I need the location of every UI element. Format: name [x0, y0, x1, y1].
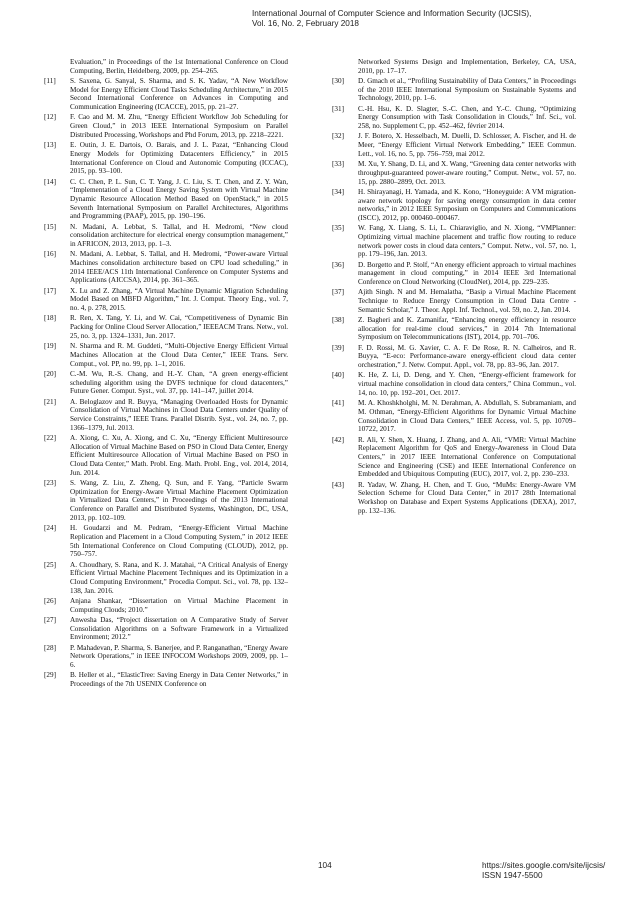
- references-right-column: [332, 58, 576, 517]
- reference-text: S. Saxena, G. Sanyal, S. Sharma, and S. K. Yadav, “A New Workflow Model for Energy Efficient Cloud Tasks Scheduling Architecture,” in 2015 Second International Conference on Advances in Computing and Communication Engineering (ICACCE), 2015, pp. 21–27.: [70, 77, 288, 112]
- reference-item: [44, 370, 288, 396]
- reference-text: R. Ali, Y. Shen, X. Huang, J. Zhang, and A. Ali, “VMR: Virtual Machine Replacement Algorithm for QoS and Energy-Awareness in Cloud Data Centers,” in 2017 IEEE International Conference on Computational Science and Engineering (CSE) and IEEE International Conference on Embedded and Ubiquitous Computing (EUC), 2017, vol. 2, pp. 230–233.: [358, 435, 576, 479]
- reference-continuation: Evaluation,” in Proceedings of the 1st International Conference on Cloud Computing, Berlin, Heidelberg, 2009, pp. 254–265.: [70, 58, 288, 75]
- reference-text: D. Gmach et al., “Profiling Sustainability of Data Centers,” in Proceedings of the 2010 IEEE International Symposium on Sustainable Systems and Technology, 2010, pp. 1–6.: [358, 77, 576, 103]
- reference-text: H. Goudarzi and M. Pedram, “Energy-Efficient Virtual Machine Replication and Placement in a Cloud Computing System,” in 2012 IEEE 5th International Conference on Cloud Computing (CLOUD), 2012, pp. 750–757.: [70, 524, 288, 559]
- reference-item: [332, 436, 576, 480]
- reference-item: [44, 314, 288, 340]
- reference-text: C.-H. Hsu, K. D. Slagter, S.-C. Chen, and Y.-C. Chung, “Optimizing Energy Consumption with Task Consolidation in Clouds,” Inf. Sci., vol. 258, no. Supplement C, pp. 452–462, février 2014.: [358, 104, 576, 131]
- reference-number: [20]: [44, 369, 56, 378]
- reference-number: [36]: [332, 260, 344, 269]
- reference-text: N. Madani, A. Lebbat, S. Tallal, and H. Medromi, “Power-aware Virtual Machines consolidation architecture based on CPU load scheduling,” in 2014 IEEE/ACS 11th International Conference on Computer Systems and Applications (AICCSA), 2014, pp. 361–365.: [70, 250, 288, 285]
- reference-item: [44, 616, 288, 642]
- reference-item: [44, 479, 288, 523]
- issn-label: ISSN 1947-5500: [482, 871, 543, 881]
- reference-number: [42]: [332, 435, 344, 444]
- reference-text: E. Outin, J. E. Dartois, O. Barais, and J. L. Pazat, “Enhancing Cloud Energy Models for Optimizing Datacenters Efficiency,” in 2015 International Conference on Cloud and Autonomic Computing (ICCAC), 2015, pp. 93–100.: [70, 141, 288, 176]
- reference-text: M. Xu, Y. Shang, D. Li, and X. Wang, “Greening data center networks with throughput-guaranteed power-aware routing,” Comput. Netw., vol. 57, no. 15, pp. 2880–2899, Oct. 2013.: [358, 160, 576, 186]
- reference-number: [22]: [44, 433, 56, 442]
- references-left-column: [44, 58, 288, 690]
- reference-text: N. Sharma and R. M. Guddeti, “Multi-Objective Energy Efficient Virtual Machines Allocation at the Cloud Data Center,” IEEE Trans. Serv. Comput., vol. PP, no. 99, pp. 1–1, 2016.: [70, 342, 288, 368]
- reference-text: P. Mahadevan, P. Sharma, S. Banerjee, and P. Ranganathan, “Energy Aware Network Operations,” in IEEE INFOCOM Workshops 2009, 2009, pp. 1–6.: [70, 643, 288, 670]
- reference-text: C.-M. Wu, R.-S. Chang, and H.-Y. Chan, “A green energy-efficient scheduling algorithm using the DVFS technique for cloud datacenters,” Future Gener. Comput. Syst., vol. 37, pp. 141–147, juillet 2014.: [70, 369, 288, 396]
- reference-number: [26]: [44, 596, 56, 605]
- reference-number: [37]: [332, 288, 344, 297]
- reference-text: A. Xiong, C. Xu, A. Xiong, and C. Xu, “Energy Efficient Multiresource Allocation of Virtual Machine Based on PSO in Cloud Data Center, Energy Efficient Multiresource Allocation of Virtual Machine Based on PSO in Cloud Data Center,” Math. Probl. Eng. Math. Probl. Eng., vol. 2014, 2014, Jun. 2014.: [70, 433, 288, 477]
- reference-text: H. Shirayanagi, H. Yamada, and K. Kono, “Honeyguide: A VM migration-aware network topology for saving energy consumption in data center networks,” in 2012 IEEE Symposium on Computers and Communications (ISCC), 2012, pp. 000460–000467.: [358, 187, 576, 222]
- reference-item: [44, 141, 288, 176]
- reference-item: [44, 178, 288, 222]
- reference-item: [332, 316, 576, 342]
- journal-header: [252, 9, 582, 30]
- reference-item: [332, 344, 576, 370]
- reference-number: [16]: [44, 250, 56, 259]
- reference-text: X. Lu and Z. Zhang, “A Virtual Machine Dynamic Migration Scheduling Model Based on MBFD Algorithm,” Int. J. Comput. Theory Eng., vol. 7, no. 4, p. 278, 2015.: [70, 286, 288, 313]
- reference-number: [15]: [44, 222, 56, 231]
- reference-number: [41]: [332, 399, 344, 408]
- reference-item: [332, 399, 576, 434]
- reference-number: [40]: [332, 371, 344, 380]
- reference-number: [29]: [44, 671, 56, 680]
- reference-number: [14]: [44, 177, 56, 186]
- reference-item: [44, 223, 288, 249]
- journal-header-volume: Vol. 16, No. 2, February 2018: [252, 19, 359, 29]
- reference-item: [44, 434, 288, 478]
- reference-number: [17]: [44, 286, 56, 295]
- reference-number: [24]: [44, 524, 56, 533]
- reference-number: [23]: [44, 479, 56, 488]
- reference-text: Z. Bagheri and K. Zamanifar, “Enhancing energy efficiency in resource allocation for real-time cloud services,” in 2014 7th International Symposium on Telecommunications (IST), 2014, pp. 701–706.: [358, 316, 576, 342]
- reference-item: [44, 342, 288, 368]
- reference-number: [25]: [44, 560, 56, 569]
- reference-item: [44, 287, 288, 313]
- reference-number: [30]: [332, 77, 344, 85]
- reference-number: [13]: [44, 141, 56, 150]
- reference-item: [332, 371, 576, 397]
- reference-number: [33]: [332, 160, 344, 169]
- reference-number: [38]: [332, 316, 344, 325]
- reference-item: [44, 644, 288, 670]
- reference-text: C. C. Chen, P. L. Sun, C. T. Yang, J. C. Liu, S. T. Chen, and Z. Y. Wan, “Implementation of a Cloud Energy Saving System with Virtual Machine Dynamic Resource Allocation Method Based on OpenStack,” in 2015 Seventh International Symposium on Parallel Architectures, Algorithms and Programming (PAAP), 2015, pp. 190–196.: [70, 177, 288, 221]
- reference-text: J. F. Botero, X. Hesselbach, M. Duelli, D. Schlosser, A. Fischer, and H. de Meer, “Energy Efficient Virtual Network Embedding,” IEEE Commun. Lett., vol. 16, no. 5, pp. 756–759, mai 2012.: [358, 132, 576, 158]
- reference-item: [332, 132, 576, 158]
- reference-number: [11]: [44, 77, 56, 85]
- reference-item: [44, 113, 288, 139]
- reference-text: R. Ren, X. Tang, Y. Li, and W. Cai, “Competitiveness of Dynamic Bin Packing for Online Cloud Server Allocation,” IEEEACM Trans. Netw., vol. 25, no. 3, pp. 1324–1331, Jun. 2017.: [70, 314, 288, 340]
- reference-text: B. Heller et al., “ElasticTree: Saving Energy in Data Center Networks,” in Proceedings of the 7th USENIX Conference on: [70, 671, 288, 689]
- reference-text: D. Borgetto and P. Stolf, “An energy efficient approach to virtual machines management in cloud computing,” in 2014 IEEE 3rd International Conference on Cloud Networking (CloudNet), 2014, pp. 229–235.: [358, 260, 576, 287]
- reference-item: [332, 288, 576, 314]
- reference-number: [31]: [332, 104, 344, 113]
- reference-item: [332, 188, 576, 223]
- reference-number: [28]: [44, 643, 56, 652]
- reference-item: [332, 261, 576, 287]
- reference-item: [44, 671, 288, 688]
- reference-item: [44, 77, 288, 112]
- reference-number: [18]: [44, 314, 56, 323]
- reference-text: S. Wang, Z. Liu, Z. Zheng, Q. Sun, and F. Yang, “Particle Swarm Optimization for Energy-Aware Virtual Machine Placement Optimization in Virtualized Data Centers,” in Proceedings of the 2013 International Conference on Parallel and Distributed Systems, Washington, DC, USA, 2013, pp. 102–109.: [70, 479, 288, 522]
- reference-text: M. A. Khoshkholghi, M. N. Derahman, A. Abdullah, S. Subramaniam, and M. Othman, “Energy-Efficient Algorithms for Dynamic Virtual Machine Consolidation in Cloud Data Centers,” IEEE Access, vol. 5, pp. 10709–10722, 2017.: [358, 399, 576, 434]
- reference-item: [44, 561, 288, 596]
- reference-text: Ajith Singh. N and M. Hemalatha, “Basip a Virtual Machine Placement Technique to Reduce Energy Consumption in Cloud Data Centre - Semantic Scholar,” J. Theor. Appl. Inf. Technol., vol. 59, no. 2, Jan. 2014.: [358, 288, 576, 314]
- reference-list-right: [332, 77, 576, 515]
- reference-text: A. Beloglazov and R. Buyya, “Managing Overloaded Hosts for Dynamic Consolidation of Virtual Machines in Cloud Data Centers under Quality of Service Constraints,” IEEE Trans. Parallel Distrib. Syst., vol. 24, no. 7, pp. 1366–1379, Jul. 2013.: [70, 397, 288, 432]
- footer-info: [482, 861, 605, 882]
- reference-number: [34]: [332, 187, 344, 196]
- journal-header-title: International Journal of Computer Science and Information Security (IJCSIS),: [252, 9, 532, 18]
- reference-number: [21]: [44, 397, 56, 406]
- reference-number: [27]: [44, 615, 56, 624]
- reference-text: R. Yadav, W. Zhang, H. Chen, and T. Guo, “MuMs: Energy-Aware VM Selection Scheme for Cloud Data Center,” in 2017 28th International Workshop on Database and Expert Systems Applications (DEXA), 2017, pp. 132–136.: [358, 480, 576, 515]
- reference-item: [332, 77, 576, 103]
- reference-number: [43]: [332, 480, 344, 489]
- reference-item: [332, 481, 576, 516]
- reference-number: [19]: [44, 342, 56, 351]
- reference-text: A. Choudhary, S. Rana, and K. J. Matahai, “A Critical Analysis of Energy Efficient Virtual Machine Placement Techniques and its Optimization in a Cloud Computing Environment,” Procedia Comput. Sci., vol. 78, pp. 132–138, Jan. 2016.: [70, 560, 288, 595]
- reference-item: [44, 250, 288, 285]
- reference-continuation: Networked Systems Design and Implementation, Berkeley, CA, USA, 2010, pp. 17–17.: [358, 58, 576, 75]
- reference-text: N. Madani, A. Lebbat, S. Tallal, and H. Medromi, “New cloud consolidation architecture for electrical energy consumption management,” in AFRICON, 2013, 2013, pp. 1–3.: [70, 222, 288, 249]
- reference-text: K. He, Z. Li, D. Deng, and Y. Chen, “Energy-efficient framework for virtual machine consolidation in cloud data centers,” China Commun., vol. 14, no. 10, pp. 192–201, Oct. 2017.: [358, 371, 576, 397]
- reference-number: [32]: [332, 132, 344, 141]
- reference-number: [35]: [332, 224, 344, 233]
- reference-text: Anwesha Das, “Project dissertation on A Comparative Study of Server Consolidation Algorithms on a Software Framework in a Virtualized Environment; 2012.”: [70, 615, 288, 642]
- reference-text: W. Fang, X. Liang, S. Li, L. Chiaraviglio, and N. Xiong, “VMPlanner: Optimizing virtual machine placement and traffic flow routing to reduce network power costs in cloud data centers,” Comput. Netw., vol. 57, no. 1, pp. 179–196, Jan. 2013.: [358, 224, 576, 259]
- reference-text: Anjana Shankar, “Dissertation on Virtual Machine Placement in Computing Clouds; 2010.”: [70, 596, 288, 614]
- reference-item: [44, 524, 288, 559]
- reference-text: F. Cao and M. M. Zhu, “Energy Efficient Workflow Job Scheduling for Green Cloud,” in 2013 IEEE International Symposium on Parallel Distributed Processing, Workshops and Phd Forum, 2013, pp. 2218–2221.: [70, 113, 288, 139]
- reference-item: [332, 224, 576, 259]
- page-number: 104: [318, 861, 332, 870]
- reference-list-left: [44, 77, 288, 689]
- reference-text: F. D. Rossi, M. G. Xavier, C. A. F. De Rose, R. N. Calheiros, and R. Buyya, “E-eco: Performance-aware energy-efficient cloud data center orchestration,” J. Netw. Comput. Appl., vol. 78, pp. 83–96, Jan. 2017.: [358, 343, 576, 370]
- reference-number: [39]: [332, 343, 344, 352]
- reference-item: [332, 160, 576, 186]
- journal-url-link[interactable]: https://sites.google.com/site/ijcsis/: [482, 861, 606, 870]
- reference-item: [332, 105, 576, 131]
- reference-item: [44, 597, 288, 614]
- reference-number: [12]: [44, 113, 56, 122]
- reference-item: [44, 398, 288, 433]
